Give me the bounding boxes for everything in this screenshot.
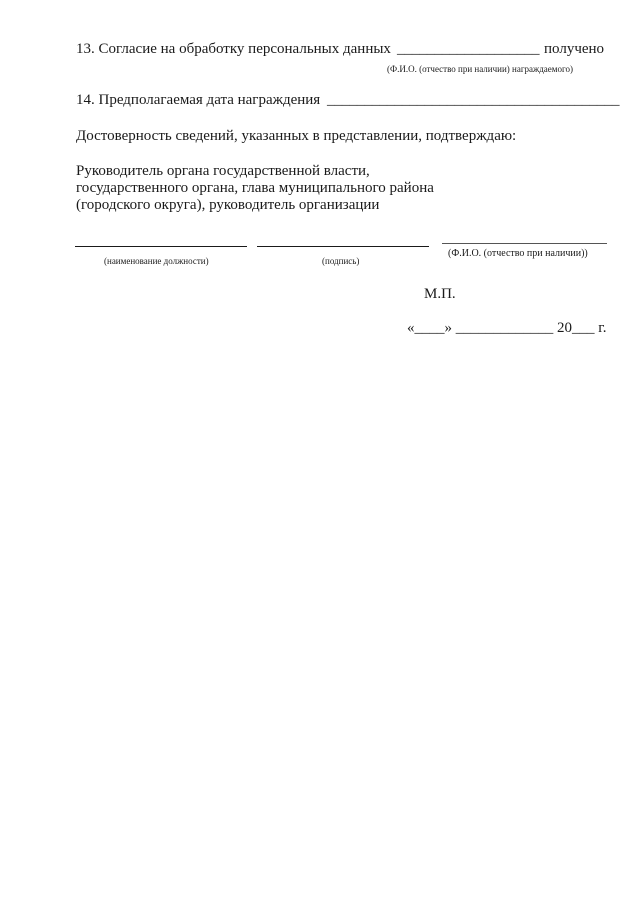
- confirmation-text: Достоверность сведений, указанных в представлении, подтверждаю:: [76, 128, 517, 144]
- signature-line: [257, 246, 429, 247]
- head-title-line-2: государственного органа, глава муниципального района: [76, 180, 434, 196]
- date-line: «____» _____________ 20___ г.: [407, 320, 607, 336]
- signature-caption: (подпись): [322, 256, 360, 266]
- item-13-caption: (Ф.И.О. (отчество при наличии) награждаемого): [387, 64, 573, 74]
- position-signature-line: [75, 246, 247, 247]
- head-title-line-1: Руководитель органа государственной власти,: [76, 163, 370, 179]
- position-caption: (наименование должности): [104, 256, 209, 266]
- item-14-blank: _______________________________________: [327, 92, 620, 108]
- item-13-blank: ___________________: [397, 41, 540, 57]
- name-signature-line: [442, 243, 607, 244]
- item-14-label: 14. Предполагаемая дата награждения: [76, 92, 321, 108]
- name-caption: (Ф.И.О. (отчество при наличии)): [448, 248, 588, 259]
- stamp-place-label: М.П.: [424, 286, 456, 302]
- item-13-prefix: 13. Согласие на обработку персональных данных: [76, 41, 391, 57]
- head-title-line-3: (городского округа), руководитель организации: [76, 197, 380, 213]
- item-13-suffix: получено: [544, 41, 605, 57]
